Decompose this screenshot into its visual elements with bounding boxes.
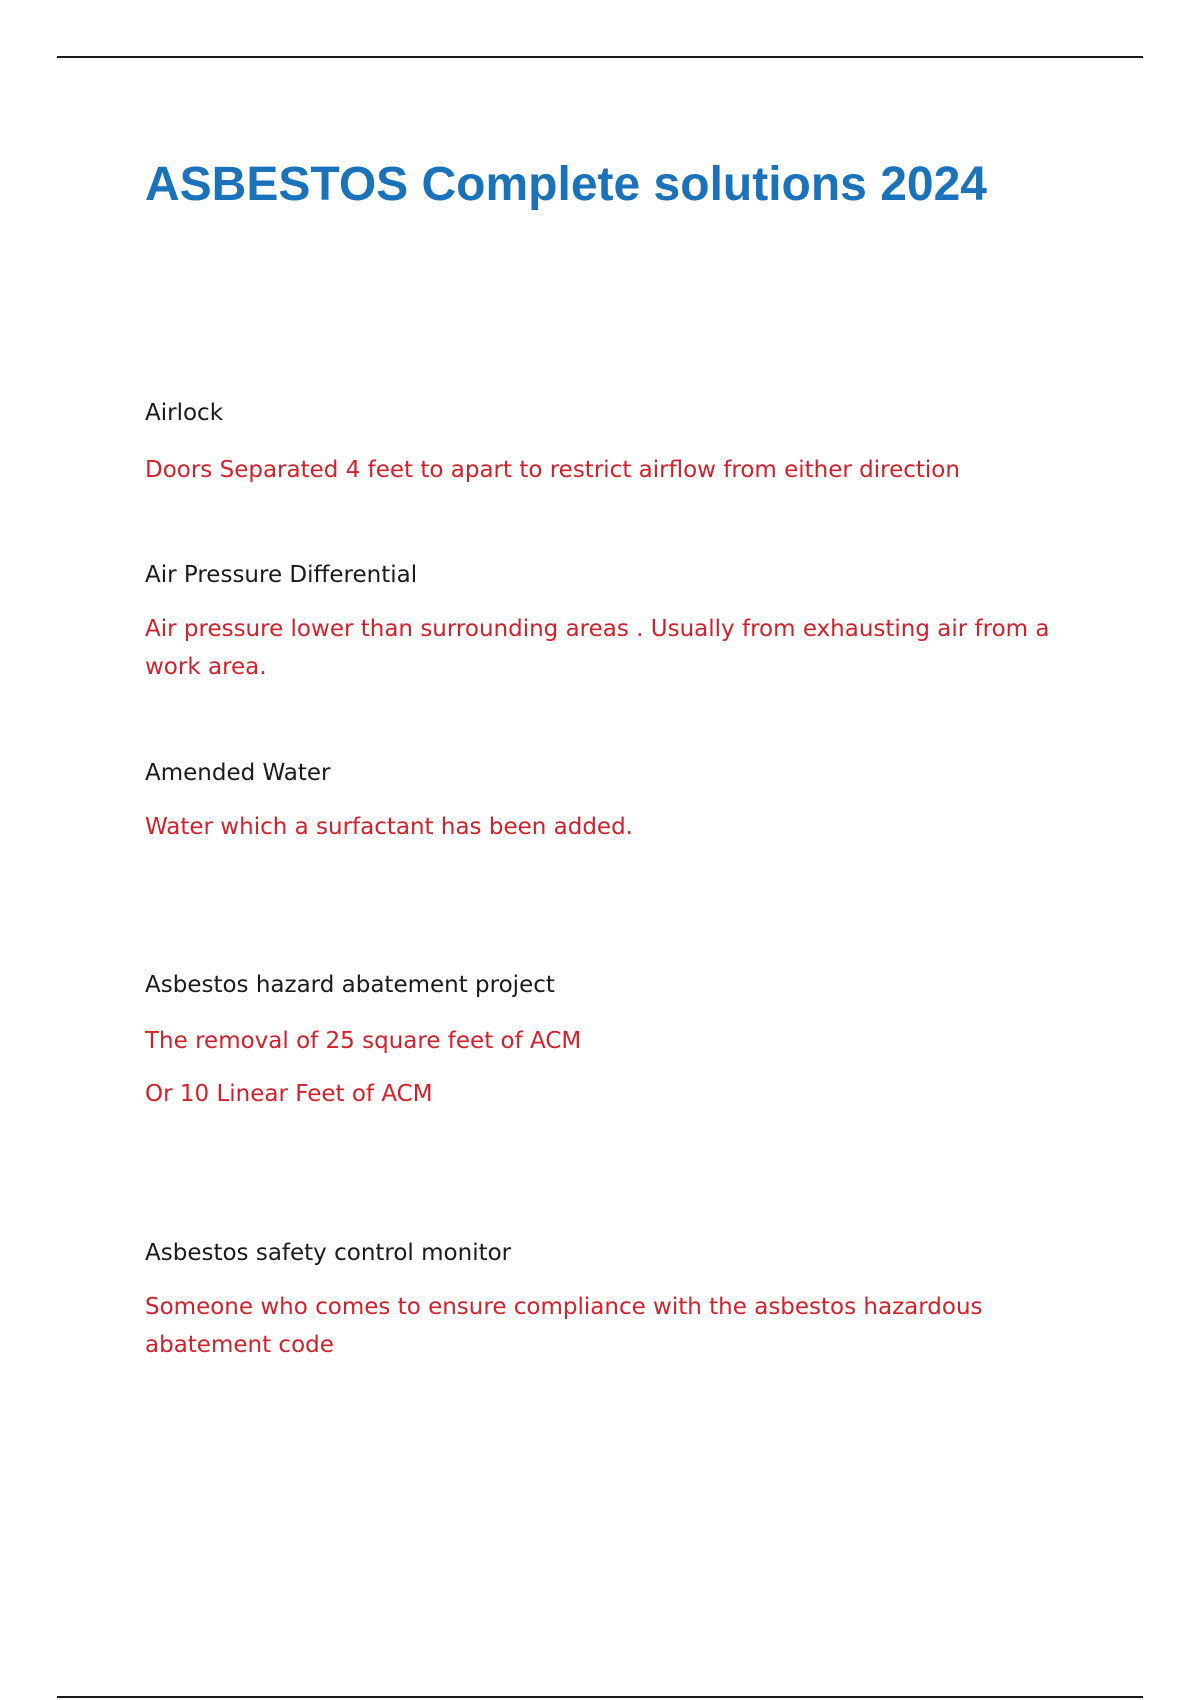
definition-amended-water: Water which a surfactant has been added.	[145, 814, 633, 840]
definition-airlock: Doors Separated 4 feet to apart to restrict airflow from either direction	[145, 457, 960, 483]
definition-asbestos-hazard-abatement-project-2: Or 10 Linear Feet of ACM	[145, 1081, 433, 1107]
definition-asbestos-safety-control-monitor: Someone who comes to ensure compliance with the asbestos hazardous abatement code	[145, 1294, 983, 1358]
footer-rule	[57, 1696, 1143, 1698]
definition-air-pressure-differential: Air pressure lower than surrounding areas . Usually from exhausting air from a work area.	[145, 616, 1050, 680]
term-asbestos-safety-control-monitor: Asbestos safety control monitor	[145, 1240, 512, 1266]
term-amended-water: Amended Water	[145, 760, 331, 786]
definition-asbestos-hazard-abatement-project-1: The removal of 25 square feet of ACM	[145, 1028, 582, 1054]
header-rule	[57, 56, 1143, 58]
document-title: ASBESTOS Complete solutions 2024	[145, 158, 987, 211]
term-asbestos-hazard-abatement-project: Asbestos hazard abatement project	[145, 972, 555, 998]
term-air-pressure-differential: Air Pressure Differential	[145, 562, 418, 588]
term-airlock: Airlock	[145, 400, 224, 426]
